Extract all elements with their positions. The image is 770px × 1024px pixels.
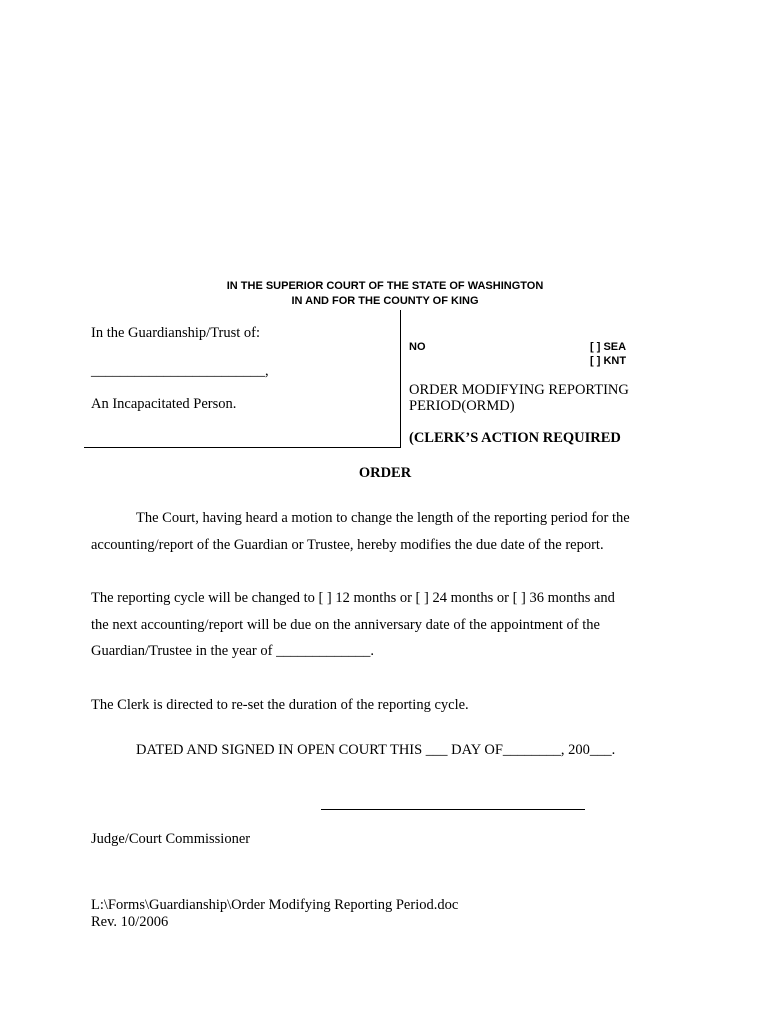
location-knt-checkbox: [ ] KNT	[590, 355, 627, 367]
order-paragraph-1-line-1: The Court, having heard a motion to change the length of the reporting period for the	[136, 510, 630, 526]
dated-signed-line: DATED AND SIGNED IN OPEN COURT THIS ___ DAY OF________, 200___.	[136, 742, 616, 758]
order-paragraph-1-line-2: accounting/report of the Guardian or Trustee, hereby modifies the due date of the report.	[91, 536, 604, 553]
case-number-label: NO	[409, 341, 426, 353]
order-paragraph-1	[91, 505, 691, 558]
revision-footer: Rev. 10/2006	[91, 914, 169, 930]
order-heading: ORDER	[358, 465, 412, 481]
order-paragraph-2-line-2: the next accounting/report will be due on the anniversary date of the appointment of the	[91, 616, 600, 633]
signature-line	[321, 809, 585, 810]
order-paragraph-2	[91, 585, 691, 665]
clerk-action-notice: (CLERK’S ACTION REQUIRED	[409, 430, 621, 446]
party-type-label: An Incapacitated Person.	[91, 396, 237, 412]
judge-signature-label: Judge/Court Commissioner	[91, 831, 251, 847]
order-paragraph-2-line-3: Guardian/Trustee in the year of _____________.	[91, 643, 374, 659]
respondent-name-blank: ________________________,	[91, 363, 269, 379]
document-title-line1: ORDER MODIFYING REPORTING	[409, 382, 629, 398]
caption-vertical-divider	[400, 310, 401, 448]
court-name-line1: IN THE SUPERIOR COURT OF THE STATE OF WASHINGTON	[226, 280, 544, 292]
location-sea-checkbox: [ ] SEA	[590, 341, 627, 353]
file-path-footer: L:\Forms\Guardianship\Order Modifying Reporting Period.doc	[91, 897, 459, 913]
document-title-line2: PERIOD(ORMD)	[409, 398, 515, 414]
court-name-line2: IN AND FOR THE COUNTY OF KING	[291, 295, 479, 307]
guardianship-caption: In the Guardianship/Trust of:	[91, 325, 261, 341]
order-paragraph-2-line-1: The reporting cycle will be changed to [ ] 12 months or [ ] 24 months or [ ] 36 months and	[91, 590, 615, 606]
caption-horizontal-divider	[84, 447, 401, 448]
order-paragraph-3: The Clerk is directed to re-set the duration of the reporting cycle.	[91, 697, 469, 713]
